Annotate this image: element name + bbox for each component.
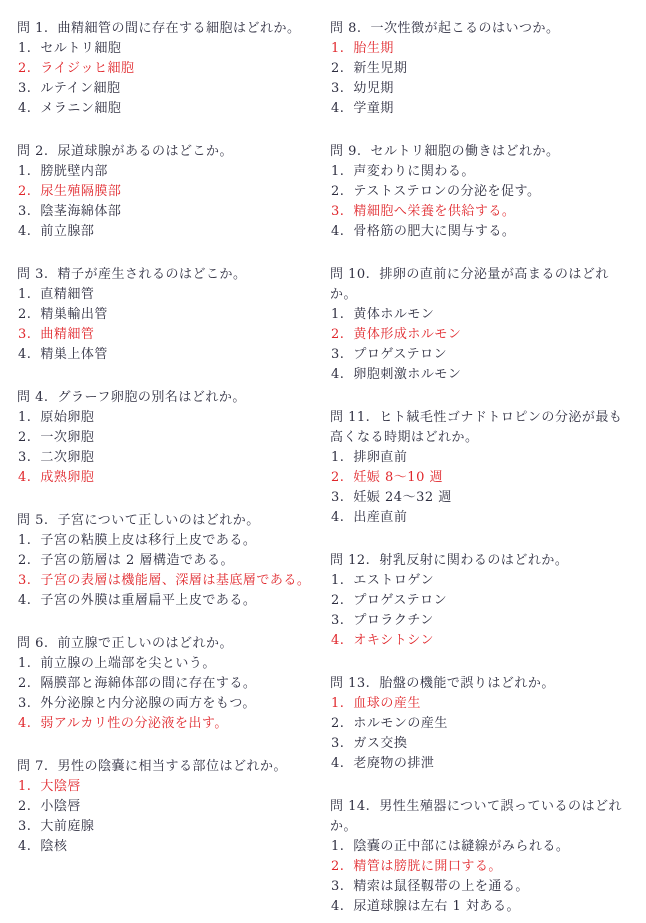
option-number: 3. bbox=[18, 573, 32, 588]
column-left bbox=[17, 19, 330, 880]
column-right bbox=[330, 19, 634, 923]
option-text: 尿生殖隔膜部 bbox=[40, 184, 122, 199]
question-number-label: 問 1. bbox=[17, 21, 49, 36]
option-number: 2. bbox=[331, 470, 345, 485]
option-row bbox=[17, 674, 330, 694]
option-row bbox=[330, 99, 634, 119]
option-number: 4. bbox=[331, 899, 345, 914]
option-text: 小陰唇 bbox=[40, 799, 81, 814]
question-number-label: 問 13. bbox=[330, 676, 371, 691]
question-number-label: 問 9. bbox=[330, 144, 362, 159]
option-text: 精管は膀胱に開口する。 bbox=[353, 859, 502, 874]
option-number: 1. bbox=[331, 41, 345, 56]
option-row bbox=[330, 877, 634, 897]
option-row-correct-answer bbox=[17, 777, 330, 797]
option-number: 3. bbox=[18, 327, 32, 342]
option-text: 精巣上体管 bbox=[40, 347, 108, 362]
option-number: 1. bbox=[331, 450, 345, 465]
option-row bbox=[330, 591, 634, 611]
question-number-label: 問 3. bbox=[17, 267, 49, 282]
option-number: 4. bbox=[331, 756, 345, 771]
option-text: 陰茎海綿体部 bbox=[40, 204, 122, 219]
option-row bbox=[17, 99, 330, 119]
question-block bbox=[17, 265, 330, 365]
option-text: 精細胞へ栄養を供給する。 bbox=[353, 204, 516, 219]
option-number: 3. bbox=[331, 204, 345, 219]
option-text: オキシトシン bbox=[353, 633, 434, 648]
option-row-correct-answer bbox=[17, 468, 330, 488]
question-block bbox=[17, 511, 330, 611]
option-number: 1. bbox=[18, 410, 32, 425]
question-block bbox=[330, 797, 634, 917]
option-row bbox=[17, 531, 330, 551]
question-text: 問 5. 子宮について正しいのはどれか。 bbox=[17, 513, 260, 528]
question-text: 問 13. 胎盤の機能で誤りはどれか。 bbox=[330, 676, 555, 691]
option-text: ライジッヒ細胞 bbox=[40, 61, 135, 76]
option-number: 4. bbox=[18, 101, 32, 116]
option-number: 2. bbox=[18, 184, 32, 199]
option-row bbox=[17, 694, 330, 714]
option-text: プロゲステロン bbox=[353, 593, 448, 608]
option-number: 4. bbox=[331, 633, 345, 648]
option-row bbox=[330, 508, 634, 528]
option-row bbox=[330, 611, 634, 631]
question-text: 問 6. 前立腺で正しいのはどれか。 bbox=[17, 636, 234, 651]
question-number-label: 問 7. bbox=[17, 759, 49, 774]
option-number: 2. bbox=[331, 859, 345, 874]
option-text: 血球の産生 bbox=[353, 696, 421, 711]
option-text: 老廃物の排泄 bbox=[353, 756, 435, 771]
option-row bbox=[330, 59, 634, 79]
option-number: 3. bbox=[18, 696, 32, 711]
option-text: 弱アルカリ性の分泌液を出す。 bbox=[40, 716, 228, 731]
option-row bbox=[330, 837, 634, 857]
option-text: 黄体ホルモン bbox=[353, 307, 435, 322]
question-block bbox=[17, 634, 330, 734]
option-number: 4. bbox=[18, 716, 32, 731]
option-row bbox=[17, 408, 330, 428]
question-text: 問 12. 射乳反射に関わるのはどれか。 bbox=[330, 553, 569, 568]
option-text: 尿道球腺は左右 1 対ある。 bbox=[353, 899, 520, 914]
option-row bbox=[17, 448, 330, 468]
option-text: 前立腺の上端部を尖という。 bbox=[40, 656, 216, 671]
option-row bbox=[17, 162, 330, 182]
option-row bbox=[17, 654, 330, 674]
option-row bbox=[330, 897, 634, 917]
question-number-label: 問 4. bbox=[17, 390, 49, 405]
option-text: 陰核 bbox=[40, 839, 68, 854]
option-row bbox=[330, 345, 634, 365]
option-number: 1. bbox=[331, 696, 345, 711]
option-number: 2. bbox=[18, 430, 32, 445]
option-text: 胎生期 bbox=[353, 41, 394, 56]
option-number: 4. bbox=[331, 101, 345, 116]
option-number: 2. bbox=[331, 716, 345, 731]
option-row bbox=[17, 345, 330, 365]
option-number: 4. bbox=[331, 510, 345, 525]
option-text: 膀胱壁内部 bbox=[40, 164, 108, 179]
option-row bbox=[330, 734, 634, 754]
option-row bbox=[17, 202, 330, 222]
option-text: 外分泌腺と内分泌腺の両方をもつ。 bbox=[40, 696, 256, 711]
question-text: 問 10. 排卵の直前に分泌量が高まるのはどれか。 bbox=[330, 267, 609, 302]
question-block bbox=[330, 674, 634, 774]
option-number: 2. bbox=[18, 553, 32, 568]
question-text: 問 2. 尿道球腺があるのはどこか。 bbox=[17, 144, 234, 159]
option-row-correct-answer bbox=[330, 694, 634, 714]
option-row bbox=[330, 182, 634, 202]
option-number: 3. bbox=[18, 450, 32, 465]
question-columns bbox=[17, 19, 634, 923]
question-text: 問 14. 男性生殖器について誤っているのはどれか。 bbox=[330, 799, 623, 834]
option-text: 子宮の粘膜上皮は移行上皮である。 bbox=[40, 533, 257, 548]
option-row bbox=[17, 428, 330, 448]
question-block bbox=[17, 142, 330, 242]
option-number: 1. bbox=[18, 41, 32, 56]
option-number: 4. bbox=[18, 347, 32, 362]
question-text: 問 3. 精子が産生されるのはどこか。 bbox=[17, 267, 247, 282]
option-row bbox=[17, 797, 330, 817]
option-row bbox=[17, 39, 330, 59]
option-number: 3. bbox=[331, 879, 345, 894]
option-text: エストロゲン bbox=[353, 573, 435, 588]
option-text: 妊娠 8～10 週 bbox=[353, 470, 443, 485]
question-number-label: 問 14. bbox=[330, 799, 371, 814]
option-row-correct-answer bbox=[330, 857, 634, 877]
option-number: 2. bbox=[18, 799, 32, 814]
option-text: 曲精細管 bbox=[40, 327, 95, 342]
option-row bbox=[17, 591, 330, 611]
question-text: 問 11. ヒト絨毛性ゴナドトロピンの分泌が最も高くなる時期はどれか。 bbox=[330, 410, 623, 445]
option-row bbox=[17, 305, 330, 325]
option-row-correct-answer bbox=[330, 325, 634, 345]
option-text: 幼児期 bbox=[353, 81, 394, 96]
option-text: 大前庭腺 bbox=[40, 819, 95, 834]
option-text: 学童期 bbox=[353, 101, 394, 116]
option-row bbox=[330, 571, 634, 591]
option-text: 妊娠 24～32 週 bbox=[353, 490, 452, 505]
option-text: 精索は鼠径靱帯の上を通る。 bbox=[353, 879, 529, 894]
option-number: 2. bbox=[331, 327, 345, 342]
option-number: 3. bbox=[18, 819, 32, 834]
option-text: メラニン細胞 bbox=[40, 101, 122, 116]
option-number: 3. bbox=[18, 204, 32, 219]
option-row-correct-answer bbox=[17, 714, 330, 734]
option-number: 2. bbox=[18, 676, 32, 691]
question-block bbox=[330, 551, 634, 651]
question-block bbox=[330, 265, 634, 385]
option-number: 2. bbox=[331, 593, 345, 608]
question-text: 問 7. 男性の陰嚢に相当する部位はどれか。 bbox=[17, 759, 288, 774]
question-text: 問 4. グラーフ卵胞の別名はどれか。 bbox=[17, 390, 246, 405]
option-row-correct-answer bbox=[330, 39, 634, 59]
option-row-correct-answer bbox=[17, 571, 330, 591]
question-number-label: 問 6. bbox=[17, 636, 49, 651]
option-number: 3. bbox=[331, 490, 345, 505]
option-number: 4. bbox=[18, 839, 32, 854]
option-text: 原始卵胞 bbox=[40, 410, 95, 425]
option-row bbox=[330, 754, 634, 774]
option-number: 2. bbox=[18, 61, 32, 76]
option-row bbox=[17, 551, 330, 571]
option-row bbox=[330, 448, 634, 468]
option-text: 排卵直前 bbox=[353, 450, 408, 465]
option-row bbox=[17, 837, 330, 857]
question-block bbox=[330, 142, 634, 242]
option-text: 二次卵胞 bbox=[40, 450, 95, 465]
option-text: 成熟卵胞 bbox=[40, 470, 95, 485]
option-text: 隔膜部と海綿体部の間に存在する。 bbox=[40, 676, 257, 691]
option-text: 陰嚢の正中部には縫線がみられる。 bbox=[353, 839, 570, 854]
option-number: 3. bbox=[331, 613, 345, 628]
option-row-correct-answer bbox=[17, 325, 330, 345]
option-number: 1. bbox=[331, 164, 345, 179]
option-row bbox=[330, 714, 634, 734]
option-row bbox=[330, 79, 634, 99]
option-row-correct-answer bbox=[330, 631, 634, 651]
option-text: ガス交換 bbox=[353, 736, 408, 751]
question-number-label: 問 5. bbox=[17, 513, 49, 528]
option-number: 4. bbox=[331, 367, 345, 382]
option-number: 1. bbox=[18, 533, 32, 548]
option-row bbox=[330, 222, 634, 242]
question-number-label: 問 8. bbox=[330, 21, 362, 36]
option-text: 黄体形成ホルモン bbox=[353, 327, 462, 342]
question-text: 問 1. 曲精細管の間に存在する細胞はどれか。 bbox=[17, 21, 301, 36]
option-text: 骨格筋の肥大に関与する。 bbox=[353, 224, 516, 239]
option-number: 1. bbox=[18, 779, 32, 794]
option-number: 4. bbox=[18, 224, 32, 239]
option-row bbox=[330, 365, 634, 385]
question-number-label: 問 10. bbox=[330, 267, 371, 282]
question-number-label: 問 2. bbox=[17, 144, 49, 159]
option-text: 直精細管 bbox=[40, 287, 95, 302]
option-number: 1. bbox=[331, 307, 345, 322]
question-block bbox=[17, 19, 330, 119]
option-text: 子宮の外膜は重層扁平上皮である。 bbox=[40, 593, 257, 608]
option-row bbox=[330, 162, 634, 182]
option-text: 前立腺部 bbox=[40, 224, 95, 239]
option-number: 1. bbox=[18, 287, 32, 302]
option-number: 4. bbox=[331, 224, 345, 239]
option-text: セルトリ細胞 bbox=[40, 41, 122, 56]
question-text: 問 9. セルトリ細胞の働きはどれか。 bbox=[330, 144, 560, 159]
option-number: 3. bbox=[331, 736, 345, 751]
option-row bbox=[330, 305, 634, 325]
option-text: 子宮の表層は機能層、深層は基底層である。 bbox=[40, 573, 311, 588]
option-row bbox=[17, 285, 330, 305]
question-block bbox=[330, 19, 634, 119]
option-number: 1. bbox=[18, 656, 32, 671]
option-text: プロゲステロン bbox=[353, 347, 448, 362]
option-text: 声変わりに関わる。 bbox=[353, 164, 475, 179]
option-text: 卵胞刺激ホルモン bbox=[353, 367, 462, 382]
question-block bbox=[17, 388, 330, 488]
option-text: プロラクチン bbox=[353, 613, 434, 628]
option-number: 3. bbox=[331, 347, 345, 362]
option-row-correct-answer bbox=[330, 202, 634, 222]
option-row-correct-answer bbox=[17, 59, 330, 79]
question-block bbox=[330, 408, 634, 528]
option-row-correct-answer bbox=[17, 182, 330, 202]
option-text: ホルモンの産生 bbox=[353, 716, 448, 731]
option-number: 1. bbox=[331, 839, 345, 854]
question-number-label: 問 12. bbox=[330, 553, 371, 568]
option-text: 出産直前 bbox=[353, 510, 408, 525]
option-text: 大陰唇 bbox=[40, 779, 81, 794]
option-row bbox=[17, 79, 330, 99]
question-text: 問 8. 一次性徴が起こるのはいつか。 bbox=[330, 21, 560, 36]
question-number-label: 問 11. bbox=[330, 410, 371, 425]
option-number: 2. bbox=[331, 61, 345, 76]
option-row bbox=[17, 222, 330, 242]
option-number: 4. bbox=[18, 593, 32, 608]
option-number: 4. bbox=[18, 470, 32, 485]
option-text: ルテイン細胞 bbox=[40, 81, 121, 96]
option-number: 1. bbox=[331, 573, 345, 588]
option-row bbox=[17, 817, 330, 837]
option-row bbox=[330, 488, 634, 508]
option-number: 3. bbox=[18, 81, 32, 96]
option-number: 3. bbox=[331, 81, 345, 96]
option-number: 2. bbox=[18, 307, 32, 322]
option-number: 2. bbox=[331, 184, 345, 199]
option-number: 1. bbox=[18, 164, 32, 179]
option-text: 新生児期 bbox=[353, 61, 408, 76]
option-text: 精巣輸出管 bbox=[40, 307, 108, 322]
question-block bbox=[17, 757, 330, 857]
option-text: テストステロンの分泌を促す。 bbox=[353, 184, 541, 199]
option-row-correct-answer bbox=[330, 468, 634, 488]
option-text: 一次卵胞 bbox=[40, 430, 95, 445]
option-text: 子宮の筋層は 2 層構造である。 bbox=[40, 553, 234, 568]
